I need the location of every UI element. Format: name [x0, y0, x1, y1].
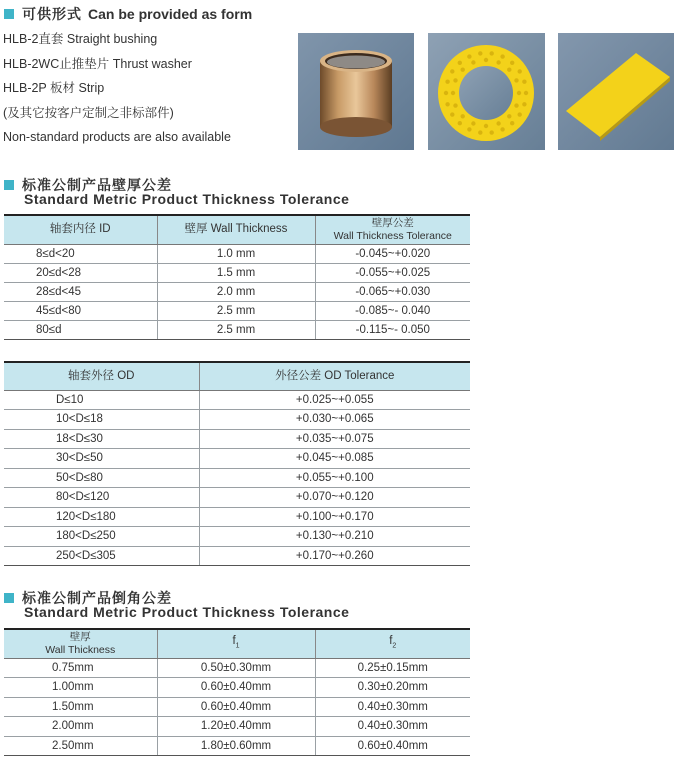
- cell-f2: 0.60±0.40mm: [315, 736, 470, 756]
- cell-od: 80<D≤120: [4, 488, 199, 508]
- cell-od: 180<D≤250: [4, 527, 199, 547]
- bushing-photo: [298, 33, 414, 150]
- form-item: (及其它按客户定制之非标部件): [3, 105, 174, 120]
- cell-wall: 1.5 mm: [157, 263, 315, 282]
- table-row: [4, 410, 470, 430]
- table-row: [4, 429, 470, 449]
- cell-f2: 0.25±0.15mm: [315, 658, 470, 678]
- cell-wall: 2.5 mm: [157, 301, 315, 320]
- cell-od: 10<D≤18: [4, 410, 199, 430]
- table-row: [4, 390, 470, 410]
- col-header-od-tolerance: 外径公差 OD Tolerance: [199, 362, 470, 390]
- forms-list: [3, 27, 293, 150]
- cell-wall-thickness: 2.50mm: [4, 736, 157, 756]
- cell-tolerance: -0.055~+0.025: [315, 263, 470, 282]
- cell-od: 250<D≤305: [4, 546, 199, 566]
- table-row: [4, 507, 470, 527]
- form-item: HLB-2直套 Straight bushing: [3, 32, 158, 46]
- table-row: [4, 717, 470, 737]
- table-row: [4, 736, 470, 756]
- cell-f1: 1.20±0.40mm: [157, 717, 315, 737]
- section-marker-icon: [4, 180, 14, 190]
- col-header-od: 轴套外径 OD: [4, 362, 199, 390]
- cell-wall: 1.0 mm: [157, 244, 315, 263]
- chamfer-heading-en: Standard Metric Product Thickness Tolerance: [24, 604, 350, 620]
- table-row: [4, 320, 470, 339]
- cell-f2: 0.40±0.30mm: [315, 697, 470, 717]
- table-row: [4, 697, 470, 717]
- table-row: [4, 658, 470, 678]
- cell-od-tolerance: +0.035~+0.075: [199, 429, 470, 449]
- cell-wall-thickness: 2.00mm: [4, 717, 157, 737]
- cell-id: 8≤d<20: [4, 244, 157, 263]
- cell-f2: 0.40±0.30mm: [315, 717, 470, 737]
- thrust-washer-photo: [428, 33, 545, 150]
- cell-od-tolerance: +0.055~+0.100: [199, 468, 470, 488]
- cell-od-tolerance: +0.130~+0.210: [199, 527, 470, 547]
- cell-id: 28≤d<45: [4, 282, 157, 301]
- chamfer-heading-zh: 标准公制产品倒角公差: [22, 590, 172, 606]
- cell-f2: 0.30±0.20mm: [315, 678, 470, 698]
- cell-id: 45≤d<80: [4, 301, 157, 320]
- table-row: [4, 678, 470, 698]
- cell-od: 120<D≤180: [4, 507, 199, 527]
- forms-heading-zh: 可供形式: [22, 6, 82, 22]
- cell-tolerance: -0.085~- 0.040: [315, 301, 470, 320]
- cell-wall-thickness: 0.75mm: [4, 658, 157, 678]
- form-item: HLB-2P 板材 Strip: [3, 81, 105, 95]
- cell-od: D≤10: [4, 390, 199, 410]
- cell-od-tolerance: +0.025~+0.055: [199, 390, 470, 410]
- cell-od-tolerance: +0.030~+0.065: [199, 410, 470, 430]
- cell-od: 30<D≤50: [4, 449, 199, 469]
- od-tolerance-table: [4, 361, 470, 566]
- cell-od: 50<D≤80: [4, 468, 199, 488]
- col-header-f2: $f_2$: [315, 629, 470, 658]
- col-header-tolerance: 壁厚公差 Wall Thickness Tolerance: [315, 215, 470, 244]
- cell-f1: 1.80±0.60mm: [157, 736, 315, 756]
- table-row: [4, 527, 470, 547]
- table-row: [4, 301, 470, 320]
- cell-od-tolerance: +0.100~+0.170: [199, 507, 470, 527]
- thickness-heading-en: Standard Metric Product Thickness Tolerance: [24, 191, 350, 207]
- cell-id: 20≤d<28: [4, 263, 157, 282]
- col-header-f1: $f_1$: [157, 629, 315, 658]
- form-item: HLB-2WC止推垫片 Thrust washer: [3, 56, 192, 71]
- cell-tolerance: -0.065~+0.030: [315, 282, 470, 301]
- section-marker-icon: [4, 9, 14, 19]
- wall-thickness-table: [4, 214, 470, 340]
- cell-tolerance: -0.115~- 0.050: [315, 320, 470, 339]
- forms-heading-en: Can be provided as form: [88, 6, 253, 22]
- table-row: [4, 449, 470, 469]
- table-row: [4, 468, 470, 488]
- cell-od: 18<D≤30: [4, 429, 199, 449]
- thickness-heading-zh: 标准公制产品壁厚公差: [22, 177, 172, 193]
- col-header-wall-thickness: 壁厚 Wall Thickness: [4, 629, 157, 658]
- form-item: Non-standard products are also available: [3, 130, 231, 144]
- cell-tolerance: -0.045~+0.020: [315, 244, 470, 263]
- table-row: [4, 244, 470, 263]
- table-row: [4, 488, 470, 508]
- cell-f1: 0.50±0.30mm: [157, 658, 315, 678]
- cell-f1: 0.60±0.40mm: [157, 697, 315, 717]
- cell-wall: 2.5 mm: [157, 320, 315, 339]
- cell-wall-thickness: 1.00mm: [4, 678, 157, 698]
- cell-id: 80≤d: [4, 320, 157, 339]
- section-marker-icon: [4, 593, 14, 603]
- col-header-wall: 壁厚 Wall Thickness: [157, 215, 315, 244]
- cell-od-tolerance: +0.170~+0.260: [199, 546, 470, 566]
- col-header-id: 轴套内径 ID: [4, 215, 157, 244]
- chamfer-table: [4, 628, 470, 756]
- table-row: [4, 282, 470, 301]
- cell-wall-thickness: 1.50mm: [4, 697, 157, 717]
- cell-od-tolerance: +0.070~+0.120: [199, 488, 470, 508]
- cell-f1: 0.60±0.40mm: [157, 678, 315, 698]
- cell-od-tolerance: +0.045~+0.085: [199, 449, 470, 469]
- table-row: [4, 546, 470, 566]
- table-row: [4, 263, 470, 282]
- strip-photo: [558, 33, 674, 150]
- cell-wall: 2.0 mm: [157, 282, 315, 301]
- forms-heading: [4, 4, 252, 24]
